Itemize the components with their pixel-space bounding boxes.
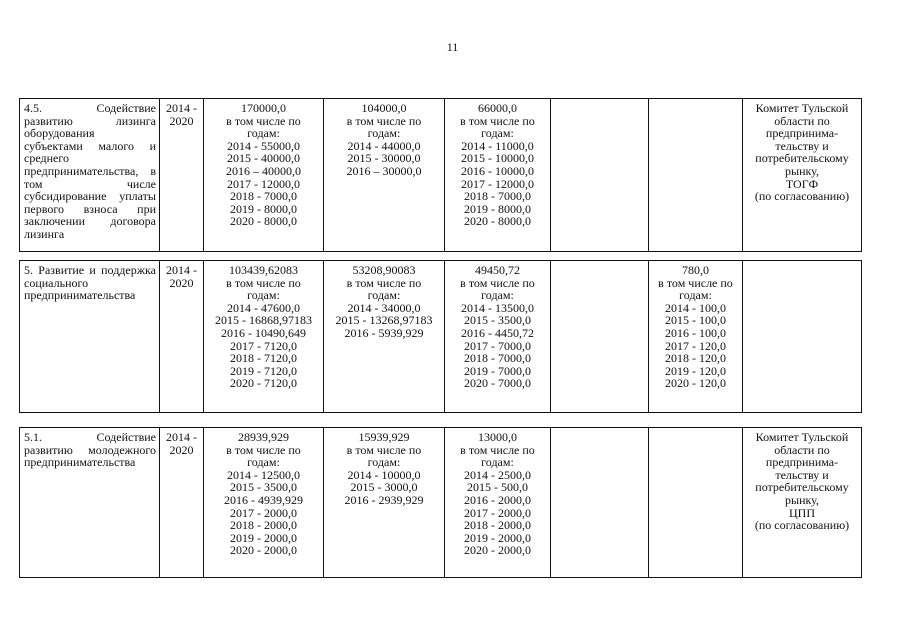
cell-line: 2020 (169, 113, 194, 128)
cell-line: 2018 - 7120,0 (230, 351, 297, 366)
total-funding-cell (204, 261, 324, 413)
cell-line: 2015 - 3000,0 (350, 480, 418, 495)
cell-line: в том числе по (226, 113, 301, 128)
funding-source-cell-4 (649, 428, 743, 578)
cell-line: 2016 - 4939,929 (224, 492, 303, 507)
program-table-fragment (19, 98, 862, 252)
responsible-cell (743, 99, 862, 252)
cell-line: 2020 - 2000,0 (464, 543, 531, 558)
cell-line: Комитет Тульской (755, 101, 849, 115)
cell-line: 2018 - 2000,0 (230, 518, 297, 533)
cell-line: (по согласованию) (754, 189, 850, 204)
funding-source-cell-1 (324, 261, 445, 413)
cell-line: 103439,62083 (229, 263, 298, 277)
activity-text: 5.1. Содействие развитию молодежного предпринимательства (24, 430, 156, 470)
activity-cell (20, 428, 160, 578)
cell-line: годам: (679, 288, 712, 303)
cell-line: 2014 - 55000,0 (227, 138, 300, 153)
cell-line: в том числе по (460, 275, 535, 290)
cell-line: 2019 - 8000,0 (230, 201, 297, 216)
cell-line: ЦПП (789, 505, 815, 520)
funding-source-cell-2 (445, 261, 551, 413)
cell-line: 2016 - 10490,649 (221, 325, 306, 340)
funding-source-cell-3 (551, 261, 649, 413)
cell-line: 2014 - (166, 101, 197, 115)
cell-line: 2017 - 12000,0 (227, 176, 300, 191)
cell-line: 2016 - 5939,929 (344, 325, 424, 340)
cell-line: 2017 - 2000,0 (464, 505, 531, 520)
cell-line: в том числе по (460, 113, 535, 128)
funding-source-cell-4 (649, 99, 743, 252)
cell-line: Комитет Тульской (755, 430, 849, 444)
cell-line: 13000,0 (478, 430, 517, 444)
table-row (20, 99, 862, 252)
cell-line: 2015 - 100,0 (665, 313, 726, 328)
cell-line: 66000,0 (478, 101, 517, 115)
cell-line: предпринима- (765, 126, 839, 141)
cell-line: в том числе по (658, 275, 733, 290)
cell-line: 2016 – 40000,0 (226, 163, 301, 178)
cell-line: в том числе по (346, 442, 422, 457)
cell-line: 2015 - 40000,0 (227, 151, 300, 166)
cell-line: 2018 - 7000,0 (464, 189, 531, 204)
cell-line: 2015 - 13268,97183 (335, 313, 433, 328)
funding-source-cell-2 (445, 99, 551, 252)
total-funding-cell (204, 99, 324, 252)
table-block-row-5-1 (19, 427, 861, 578)
cell-line: 2017 - 2000,0 (230, 505, 297, 520)
cell-line: 104000,0 (361, 101, 407, 115)
cell-line: тельству и (775, 138, 829, 153)
funding-source-cell-2 (445, 428, 551, 578)
cell-line: 2016 - 2000,0 (464, 492, 531, 507)
cell-line: 28939,929 (238, 430, 289, 444)
total-funding-cell (204, 428, 324, 578)
funding-source-cell-4 (649, 261, 743, 413)
activity-cell (20, 261, 160, 413)
cell-line: 2019 - 2000,0 (464, 530, 531, 545)
activity-text: 4.5. Содействие развитию лизинга оборудования субъектами малого и среднего предпринимательства, в том числе субсидирование уплаты первого взноса при заключении договора лизинга (24, 101, 156, 241)
cell-line: предпринима- (765, 455, 839, 470)
cell-line: 2019 - 7120,0 (230, 363, 297, 378)
cell-line: 2017 - 12000,0 (461, 176, 534, 191)
cell-line: годам: (367, 288, 401, 303)
cell-line: потребительскому (755, 151, 849, 166)
responsible-cell (743, 261, 862, 413)
table-row (20, 261, 862, 413)
funding-source-cell-1 (324, 99, 445, 252)
cell-line: 2020 - 8000,0 (230, 214, 297, 229)
cell-line: 2019 - 7000,0 (464, 363, 531, 378)
cell-line: 2015 - 3500,0 (464, 313, 531, 328)
cell-line: 2020 - 7120,0 (230, 376, 297, 391)
activity-text: 5. Развитие и поддержка социального предпринимательства (24, 263, 156, 303)
page-number: 11 (446, 40, 459, 54)
cell-line: 2018 - 2000,0 (464, 518, 531, 533)
cell-line: области по (774, 113, 830, 128)
cell-line: 2016 - 4450,72 (461, 325, 534, 340)
cell-line: 2014 - 44000,0 (347, 138, 421, 153)
cell-line: годам: (247, 288, 280, 303)
cell-line: 2014 - 2500,0 (464, 467, 531, 482)
cell-line: 2019 - 120,0 (665, 363, 726, 378)
cell-line: 2014 - 47600,0 (227, 300, 300, 315)
cell-line: в том числе по (226, 275, 301, 290)
cell-line: (по согласованию) (754, 518, 850, 533)
cell-line: 2017 - 7000,0 (464, 338, 531, 353)
cell-line: 2020 - 7000,0 (464, 376, 531, 391)
program-table-fragment (19, 260, 862, 413)
cell-line: 2019 - 2000,0 (230, 530, 297, 545)
cell-line: 2014 - 13500,0 (461, 300, 534, 315)
cell-line: тельству и (775, 467, 829, 482)
cell-line: рынку, (785, 492, 819, 507)
cell-line: годам: (247, 126, 280, 141)
cell-line: годам: (481, 455, 514, 470)
cell-line: 2017 - 7120,0 (230, 338, 297, 353)
cell-line: 780,0 (682, 263, 709, 277)
cell-line: 2018 - 120,0 (665, 351, 726, 366)
table-row (20, 428, 862, 578)
cell-line: 2014 - 34000,0 (347, 300, 421, 315)
period-cell (160, 99, 204, 252)
cell-line: 2016 - 10000,0 (461, 163, 534, 178)
cell-line: 2014 - 10000,0 (347, 467, 421, 482)
responsible-cell (743, 428, 862, 578)
cell-line: 2014 - 11000,0 (461, 138, 534, 153)
cell-line: 2015 - 3500,0 (230, 480, 297, 495)
cell-line: 2015 - 500,0 (467, 480, 528, 495)
cell-line: в том числе по (460, 442, 535, 457)
cell-line: 2014 - 100,0 (665, 300, 726, 315)
cell-line: в том числе по (226, 442, 301, 457)
cell-line: в том числе по (346, 275, 422, 290)
cell-line: рынку, (785, 163, 819, 178)
cell-line: 2014 - 12500,0 (227, 467, 300, 482)
cell-line: 2020 - 8000,0 (464, 214, 531, 229)
cell-line: 2020 (169, 275, 194, 290)
period-cell (160, 261, 204, 413)
cell-line: 2015 - 30000,0 (347, 151, 421, 166)
cell-line: 2020 - 120,0 (665, 376, 726, 391)
cell-line: в том числе по (346, 113, 422, 128)
funding-source-cell-1 (324, 428, 445, 578)
cell-line: 2015 - 16868,97183 (215, 313, 312, 328)
cell-line: области по (774, 442, 830, 457)
activity-cell (20, 99, 160, 252)
funding-source-cell-3 (551, 99, 649, 252)
cell-line: 170000,0 (241, 101, 286, 115)
cell-line: годам: (247, 455, 280, 470)
cell-line: 53208,90083 (352, 263, 416, 277)
table-block-row-5 (19, 260, 861, 413)
cell-line: 2019 - 8000,0 (464, 201, 531, 216)
cell-line: 2016 - 2939,929 (344, 492, 424, 507)
period-cell (160, 428, 204, 578)
cell-line: 2016 – 30000,0 (346, 163, 422, 178)
cell-line: годам: (481, 126, 514, 141)
funding-source-cell-3 (551, 428, 649, 578)
cell-line: 2014 - (166, 430, 197, 444)
table-block-row-4-5 (19, 98, 861, 252)
cell-line: 2020 - 2000,0 (230, 543, 297, 558)
cell-line: 2017 - 120,0 (665, 338, 726, 353)
cell-line: 2016 - 100,0 (665, 325, 726, 340)
program-table-fragment (19, 427, 862, 578)
cell-line: годам: (481, 288, 514, 303)
cell-line: 2018 - 7000,0 (230, 189, 297, 204)
cell-line: 2020 (169, 442, 194, 457)
cell-line: годам: (367, 126, 401, 141)
cell-line: 2014 - (166, 263, 197, 277)
cell-line: ТОГФ (785, 176, 819, 191)
cell-line: годам: (367, 455, 401, 470)
cell-line: 49450,72 (475, 263, 520, 277)
cell-line: 2018 - 7000,0 (464, 351, 531, 366)
cell-line: потребительскому (755, 480, 849, 495)
cell-line: 15939,929 (358, 430, 410, 444)
cell-line: 2015 - 10000,0 (461, 151, 534, 166)
